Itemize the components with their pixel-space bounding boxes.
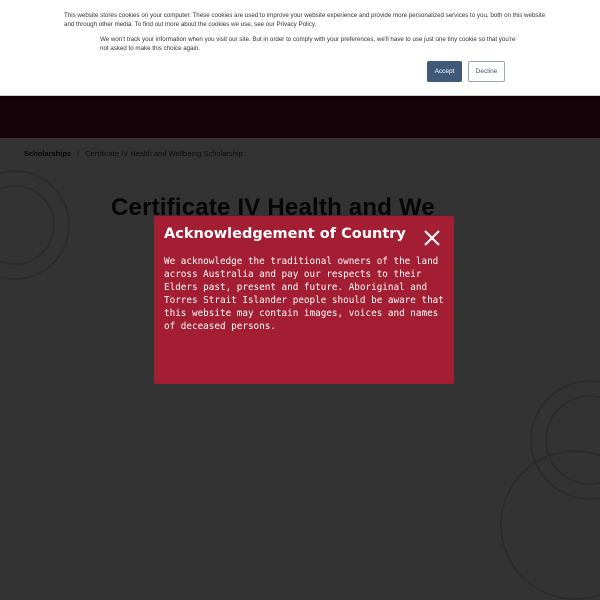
modal-title: Acknowledgement of Country	[164, 226, 406, 242]
close-icon[interactable]	[422, 228, 442, 248]
acknowledgement-modal	[154, 216, 454, 384]
cookie-banner	[0, 0, 600, 96]
cookie-tracking-text: We won't track your information when you visit our site. But in order to comply with your preferences, we'll have to use just one tiny cookie so that you're not asked to make this choice again.	[100, 36, 516, 52]
accept-cookies-button[interactable]: Accept	[427, 61, 462, 82]
modal-body-text: We acknowledge the traditional owners of the land across Australia and pay our respects to their Elders past, present and future. Aboriginal and Torres Strait Islander people should be aware that this website may contain images, voices and names of deceased persons.	[164, 256, 444, 332]
cookie-notice-text: This website stores cookies on your computer. These cookies are used to improve your website experience and provide more personalized services to you, both on this website and through other media. To find out more about the cookies we use, see our Privacy Policy.	[64, 12, 546, 28]
decline-cookies-button[interactable]: Decline	[468, 61, 505, 82]
